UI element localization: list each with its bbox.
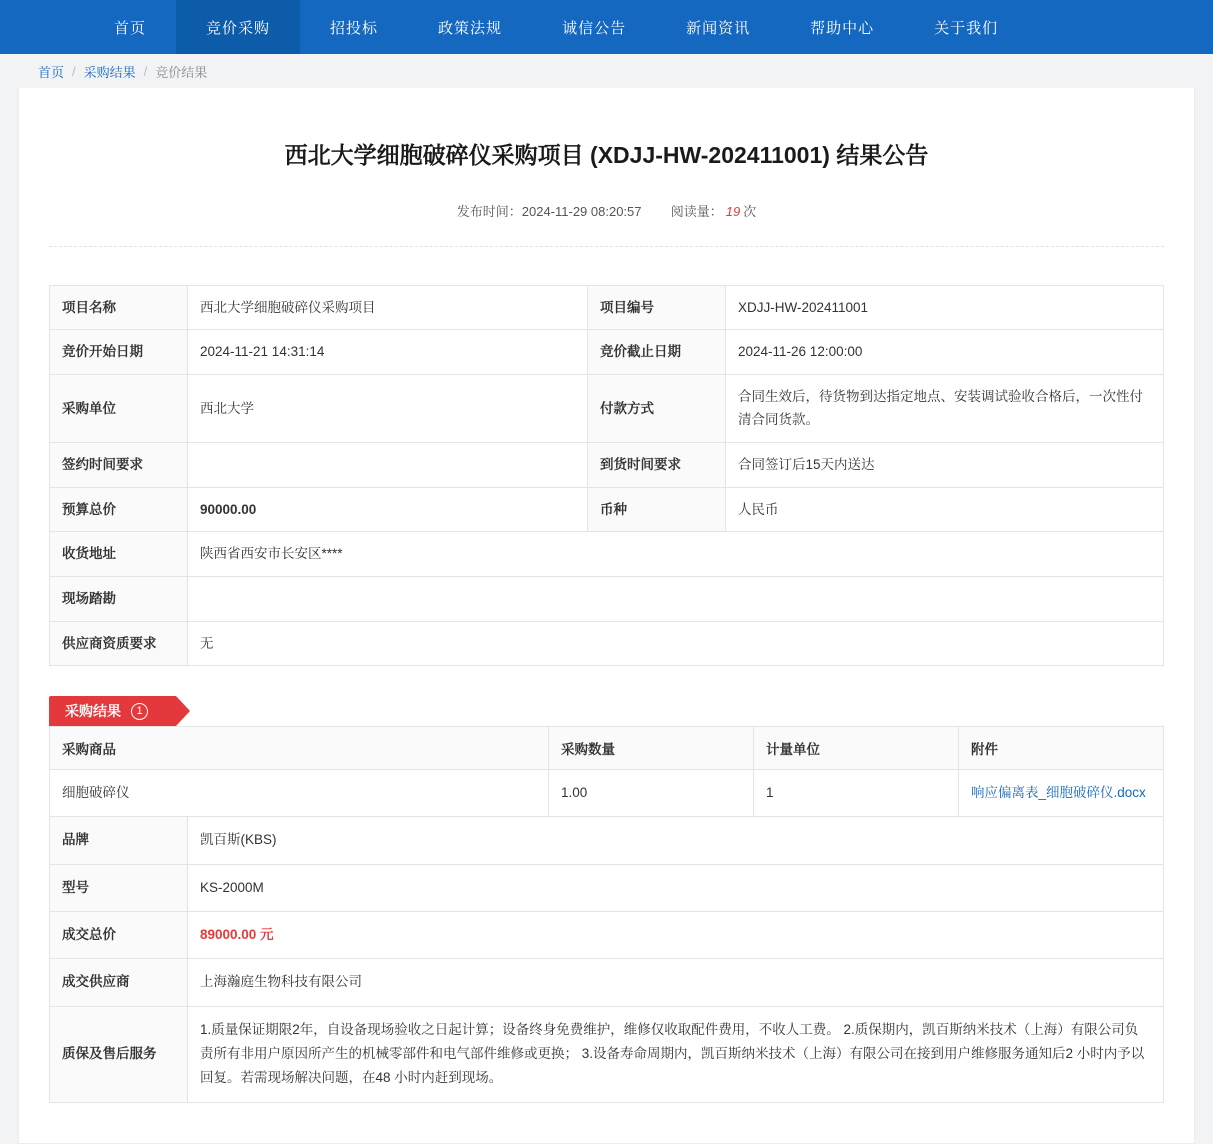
table-row [50,330,1164,375]
nav-item-bidding-procurement[interactable]: 竞价采购 [176,0,300,54]
info-label-delivery-time: 到货时间要求 [588,443,726,488]
result-label-warranty: 质保及售后服务 [50,1006,188,1102]
info-value-purchasing-unit: 西北大学 [188,374,588,442]
info-label-site-survey: 现场踏勘 [50,576,188,621]
project-info-table [49,285,1164,667]
info-value-site-survey [188,576,1164,621]
document-meta [49,201,1164,247]
table-row [50,443,1164,488]
main-navigation [0,0,1213,54]
info-value-delivery-time: 合同签订后15天内送达 [726,443,1164,488]
info-label-signing-time: 签约时间要求 [50,443,188,488]
result-value-warranty: 1.质量保证期限2年，自设备现场验收之日起计算；设备终身免费维护，维修仅收取配件费用，不收人工费。 2.质保期内，凯百斯纳米技术（上海）有限公司负责所有非用户原因所产生的机械零部件和电气部件维修或更换； 3.设备寿命周期内，凯百斯纳米技术（上海）有限公司在接到用户维修服务通知后2 小时内予以回复。若需现场解决问题，在48 小时内赶到现场。 [188,1006,1164,1102]
table-row [50,1006,1164,1102]
result-value-model: KS-2000M [188,864,1164,911]
info-value-delivery-address: 陕西省西安市长安区**** [188,532,1164,577]
info-label-currency: 币种 [588,487,726,532]
result-value-brand: 凯百斯(KBS) [188,817,1164,864]
breadcrumb-current: 竞价结果 [155,64,208,80]
publish-time-value: 2024-11-29 08:20:57 [521,203,642,219]
result-label-final-price: 成交总价 [50,912,188,959]
info-value-signing-time [188,443,588,488]
table-row [50,532,1164,577]
table-row [50,864,1164,911]
views-unit: 次 [743,203,757,219]
nav-item-tendering[interactable]: 招投标 [330,19,379,37]
views-count: 19 [725,203,741,219]
info-label-project-code: 项目编号 [588,285,726,330]
procurement-result-section [49,696,1164,1102]
nav-item-help-center[interactable]: 帮助中心 [810,19,875,37]
result-value-unit: 1 [754,770,959,817]
nav-item-policy[interactable]: 政策法规 [438,19,503,37]
table-row [50,576,1164,621]
result-value-winning-supplier: 上海瀚庭生物科技有限公司 [188,959,1164,1006]
nav-item-home[interactable]: 首页 [114,19,147,37]
nav-item-integrity-notice[interactable]: 诚信公告 [562,19,627,37]
table-row [50,621,1164,666]
publish-time-label: 发布时间： [456,203,522,219]
info-label-supplier-qualification: 供应商资质要求 [50,621,188,666]
table-header-row [50,727,1164,770]
procurement-result-tag-label: 采购结果 [65,703,121,720]
breadcrumb [0,54,1213,88]
announcement-card [18,88,1195,1144]
nav-item-news[interactable]: 新闻资讯 [686,19,751,37]
info-value-currency: 人民币 [726,487,1164,532]
result-value-quantity: 1.00 [549,770,754,817]
info-value-start-date: 2024-11-21 14:31:14 [188,330,588,375]
info-value-budget-total: 90000.00 [188,487,588,532]
page-title: 西北大学细胞破碎仪采购项目 (XDJJ-HW-202411001) 结果公告 [284,142,929,168]
nav-item-about-us[interactable]: 关于我们 [934,19,999,37]
views-label: 阅读量： [670,203,723,219]
breadcrumb-procurement-result[interactable]: 采购结果 [83,64,136,80]
info-value-end-date: 2024-11-26 12:00:00 [726,330,1164,375]
table-row [50,817,1164,864]
result-value-goods-name: 细胞破碎仪 [50,770,549,817]
result-label-model: 型号 [50,864,188,911]
info-value-supplier-qualification: 无 [188,621,1164,666]
info-label-delivery-address: 收货地址 [50,532,188,577]
result-header-unit: 计量单位 [754,727,959,770]
result-value-final-price: 89000.00 元 [188,912,1164,959]
info-label-end-date: 竞价截止日期 [588,330,726,375]
result-label-winning-supplier: 成交供应商 [50,959,188,1006]
result-label-brand: 品牌 [50,817,188,864]
procurement-result-tag [49,696,176,726]
table-row [50,374,1164,442]
info-label-payment-method: 付款方式 [588,374,726,442]
procurement-result-count-badge: 1 [131,703,148,720]
table-row [50,487,1164,532]
table-row [50,770,1164,817]
info-label-start-date: 竞价开始日期 [50,330,188,375]
attachment-link[interactable]: 响应偏离表_细胞破碎仪.docx [971,785,1146,801]
info-value-payment-method: 合同生效后，待货物到达指定地点、安装调试验收合格后，一次性付清合同货款。 [726,374,1164,442]
table-row [50,912,1164,959]
info-label-purchasing-unit: 采购单位 [50,374,188,442]
procurement-result-table [49,726,1164,1102]
table-row [50,285,1164,330]
breadcrumb-separator-2: / [143,63,148,79]
result-header-attachment: 附件 [959,727,1164,770]
info-value-project-name: 西北大学细胞破碎仪采购项目 [188,285,588,330]
table-row [50,959,1164,1006]
result-header-quantity: 采购数量 [549,727,754,770]
info-value-project-code: XDJJ-HW-202411001 [726,285,1164,330]
breadcrumb-home[interactable]: 首页 [38,64,65,80]
breadcrumb-separator-1: / [72,63,76,79]
info-label-budget-total: 预算总价 [50,487,188,532]
result-header-goods: 采购商品 [50,727,549,770]
info-label-project-name: 项目名称 [50,285,188,330]
result-value-attachment [959,770,1164,817]
